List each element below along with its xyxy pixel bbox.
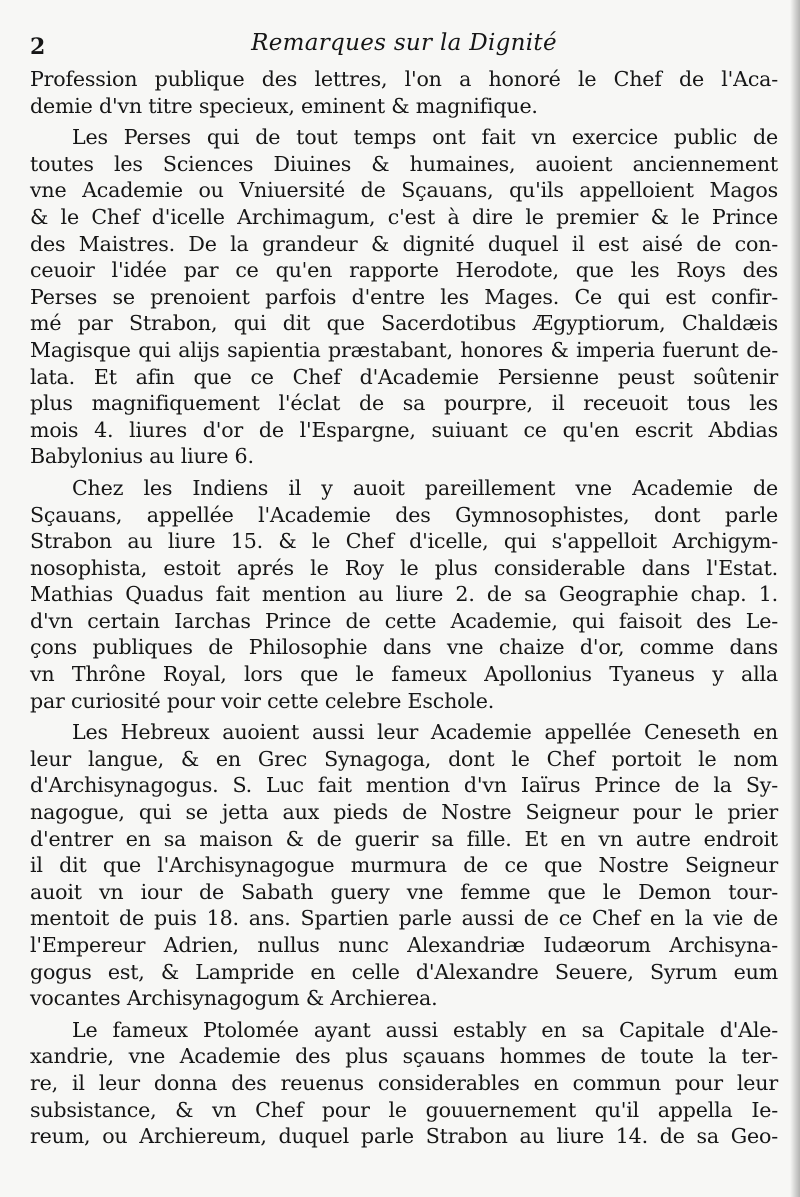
text-line: toutes les Sciences Diuines & humaines, auoient anciennement [30, 151, 778, 176]
text-line: çons publiques de Philosophie dans vne chaize d'or, comme dans [30, 635, 778, 660]
text-line: reum, ou Archiereum, duquel parle Strabon au liure 14. de sa Geo- [30, 1124, 778, 1149]
paragraph [30, 719, 778, 1012]
paragraph [30, 1017, 778, 1150]
text-line: plus magnifiquement l'éclat de sa pourpre, il receuoit tous les [30, 391, 778, 416]
text-line: d'entrer en sa maison & de guerir sa fille. Et en vn autre endroit [30, 826, 778, 851]
text-line: Les Perses qui de tout temps ont fait vn exercice public de [72, 125, 778, 150]
text-line: Chez les Indiens il y auoit pareillement vne Academie de [72, 475, 778, 500]
text-line: vne Academie ou Vniuersité de Sçauans, qu'ils appelloient Magos [30, 178, 778, 203]
text-line: leur langue, & en Grec Synagoga, dont le Chef portoit le nom [30, 746, 778, 771]
text-line: mé par Strabon, qui dit que Sacerdotibus Ægyptiorum, Chaldæis [30, 311, 778, 336]
text-line: par curiosité pour voir cette celebre Eschole. [30, 688, 495, 713]
text-line: xandrie, vne Academie des plus sçauans hommes de toute la ter- [30, 1044, 778, 1069]
text-line: mois 4. liures d'or de l'Espargne, suiuant ce qu'en escrit Abdias [30, 417, 778, 442]
text-line: Le fameux Ptolomée ayant aussi estably en sa Capitale d'Ale- [72, 1017, 778, 1042]
text-line: lata. Et afin que ce Chef d'Academie Persienne peust soûtenir [30, 364, 778, 389]
text-line: & le Chef d'icelle Archimagum, c'est à dire le premier & le Prince [30, 204, 778, 229]
page-number: 2 [30, 34, 46, 60]
text-line: Les Hebreux auoient aussi leur Academie appellée Ceneseth en [72, 720, 778, 745]
text-line: vn Thrône Royal, lors que le fameux Apollonius Tyaneus y alla [30, 662, 778, 687]
text-line: Sçauans, appellée l'Academie des Gymnosophistes, dont parle [30, 502, 778, 527]
text-line: vocantes Archisynagogum & Archierea. [30, 986, 438, 1011]
running-title: Remarques sur la Dignité [251, 30, 557, 56]
paragraph [30, 124, 778, 470]
text-line: Mathias Quadus fait mention au liure 2. de sa Geographie chap. 1. [30, 582, 778, 607]
text-line: Profession publique des lettres, l'on a honoré le Chef de l'Aca- [30, 67, 778, 91]
text-line: ceuoir l'idée par ce qu'en rapporte Herodote, que les Roys des [30, 258, 778, 283]
text-line: re, il leur donna des reuenus considerables en commun pour leur [30, 1070, 778, 1095]
text-line: d'Archisynagogus. S. Luc fait mention d'vn Iaïrus Prince de la Sy- [30, 773, 778, 798]
page-header [30, 28, 778, 66]
text-line: demie d'vn titre specieux, eminent & magnifique. [30, 93, 538, 118]
text-line: Perses se prenoient parfois d'entre les Mages. Ce qui est confir- [30, 284, 778, 309]
text-line: il dit que l'Archisynagogue murmura de ce que Nostre Seigneur [30, 853, 778, 878]
text-line: nosophista, estoit aprés le Roy le plus considerable dans l'Estat. [30, 555, 778, 580]
text-line: nagogue, qui se jetta aux pieds de Nostre Seigneur pour le prier [30, 800, 778, 825]
text-line: gogus est, & Lampride en celle d'Alexandre Seuere, Syrum eum [30, 959, 778, 984]
text-line: mentoit de puis 18. ans. Spartien parle aussi de ce Chef en la vie de [30, 906, 778, 931]
paragraph [30, 475, 778, 714]
paragraph [30, 66, 778, 119]
text-line: Babylonius au liure 6. [30, 444, 254, 469]
text-line: d'vn certain Iarchas Prince de cette Academie, qui faisoit des Le- [30, 608, 778, 633]
text-line: l'Empereur Adrien, nullus nunc Alexandriæ Iudæorum Archisyna- [30, 933, 778, 957]
text-line: Strabon au liure 15. & le Chef d'icelle, qui s'appelloit Archigym- [30, 529, 778, 554]
text-line: subsistance, & vn Chef pour le gouuernement qu'il appella Ie- [30, 1097, 778, 1122]
page-body [30, 66, 778, 1150]
text-line: auoit vn iour de Sabath guery vne femme que le Demon tour- [30, 879, 778, 904]
text-line: des Maistres. De la grandeur & dignité duquel il est aisé de con- [30, 231, 778, 256]
text-line: Magisque qui alijs sapientia præstabant, honores & imperia fuerunt de- [30, 337, 778, 362]
